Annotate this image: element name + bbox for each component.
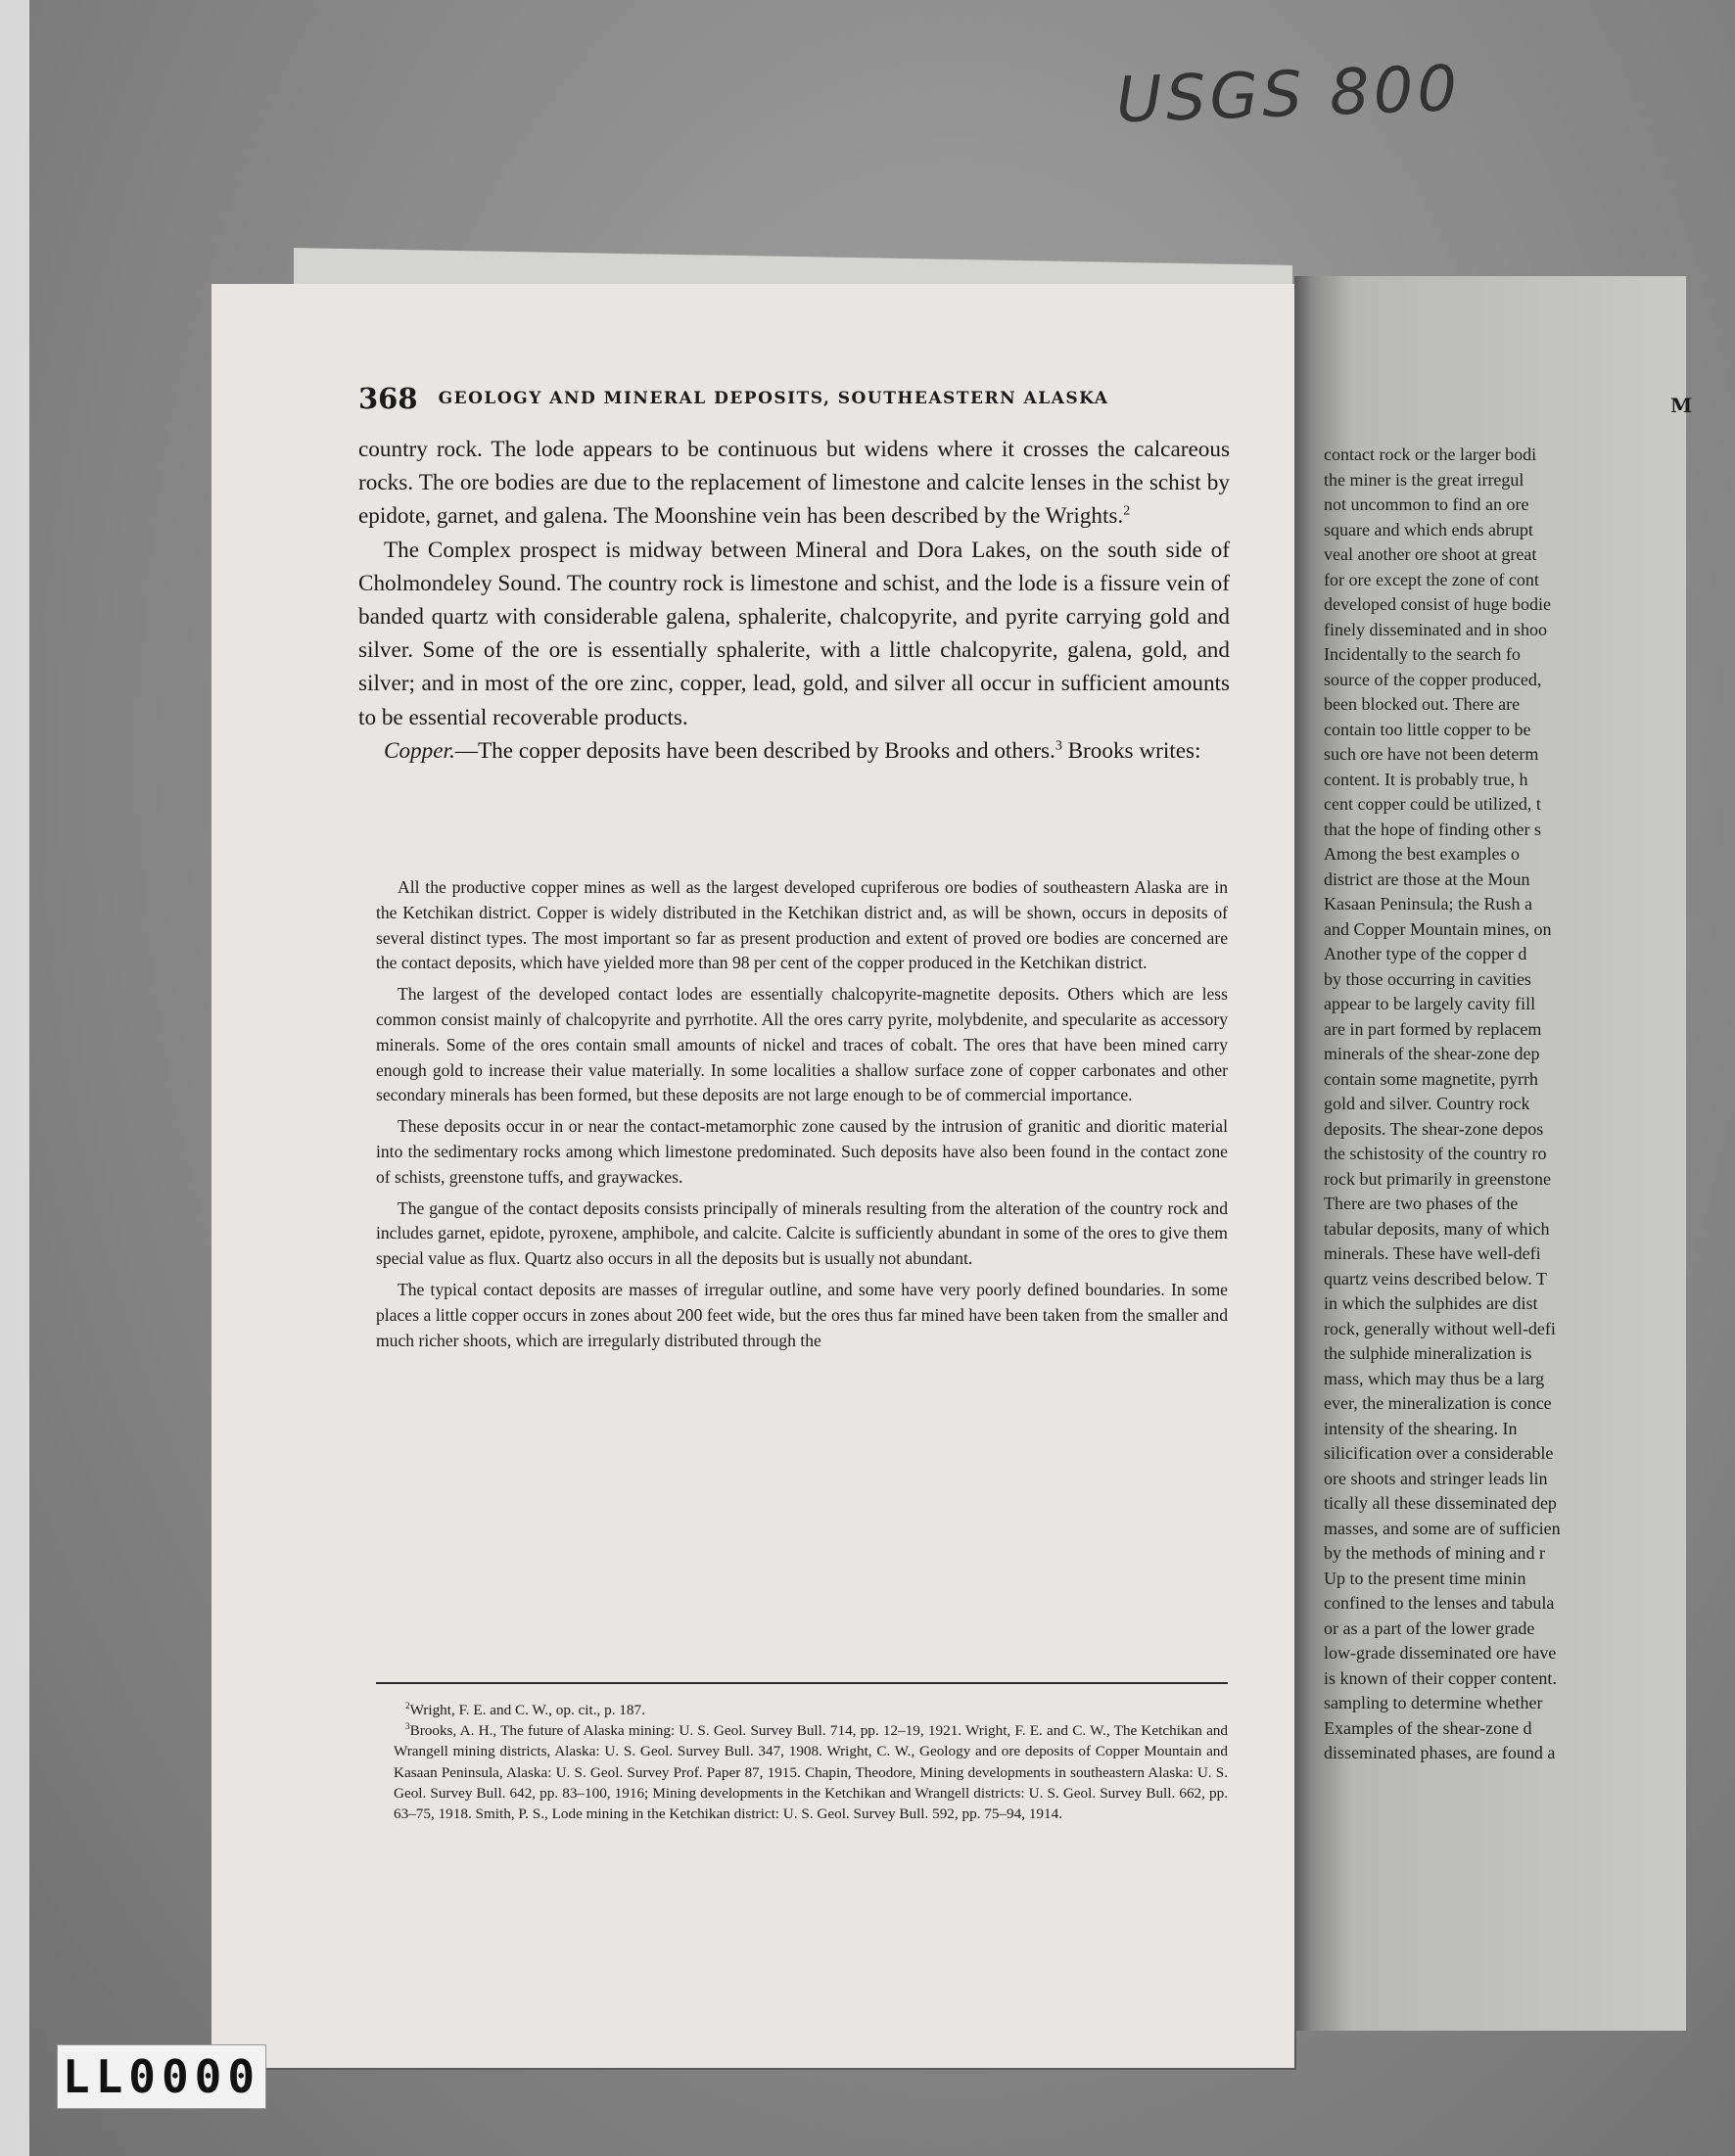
footnote [394, 1720, 1228, 1824]
footnote [394, 1700, 1228, 1720]
page-number: 368 [358, 382, 418, 415]
quote-paragraph: The largest of the developed contact lodes are essentially chalcopyrite-magnetite deposits. Others which are less common consist mainly of chalcopyrite and pyrrhotite. All the ores carry pyrite, molybdenite, and specularite as accessory minerals. Some of the ores contain small amounts of nickel and traces of cobalt. The ores that have been mined carry enough gold to increase their value materially. In some localities a shallow surface zone of copper carbonates and other secondary minerals has been formed, but these deposits are not large enough to be of commercial importance. [376, 984, 1228, 1105]
paragraph-3-tail: Brooks writes: [1061, 737, 1201, 764]
footnote-marker: 2 [405, 1700, 410, 1711]
footnote-ref-3: 3 [1055, 738, 1062, 754]
scan-margin [0, 0, 29, 2156]
right-page-line: not uncommon to find an ore [1324, 494, 1529, 514]
handwritten-note: USGS 800 [1114, 53, 1463, 138]
right-page-line: content. It is probably true, h [1324, 769, 1528, 789]
quote-paragraph: The typical contact deposits are masses of irregular outline, and some have very poorly defined boundaries. In some places a little copper occurs in zones about 200 feet wide, but the ores thus far mined have been taken from the smaller and much richer shoots, which are irregularly distributed through the [376, 1279, 1228, 1350]
right-page-line: Examples of the shear-zone d [1324, 1717, 1532, 1738]
right-page-line: by those occurring in cavities [1324, 968, 1531, 989]
body-text [358, 433, 1230, 768]
right-page-line: finely disseminated and in shoo [1324, 619, 1547, 639]
paragraph-3 [358, 734, 1230, 768]
right-page-line: rock but primarily in greenstone [1324, 1168, 1551, 1189]
right-page-line: by the methods of mining and r [1324, 1543, 1545, 1563]
quote-paragraph: The gangue of the contact deposits consists principally of minerals resulting from the alteration of the country rock and includes garnet, epidote, pyroxene, amphibole, and calcite. Calcite is sufficiently abundant in some of the ores to give them special value as flux. Quartz also occurs in all the deposits but is usually not abundant. [376, 1197, 1228, 1269]
right-page-line: tically all these disseminated dep [1324, 1493, 1557, 1513]
right-page-line: Incidentally to the search fo [1324, 644, 1521, 664]
footnote-text: Wright, F. E. and C. W., op. cit., p. 187. [409, 1702, 645, 1718]
paragraph-2: The Complex prospect is midway between Mineral and Dora Lakes, on the south side of Cholmondeley Sound. The country rock is limestone and schist, and the lode is a fissure vein of banded quartz with considerable galena, sphalerite, chalcopyrite, and pyrite carrying gold and silver. Some of the ore is essentially sphalerite, with a little chalcopyrite, galena, gold, and silver; and in most of the ore zinc, copper, lead, gold, and silver all occur in sufficient amounts to be essential recoverable products. [358, 537, 1230, 730]
right-page-line: ore shoots and stringer leads lin [1324, 1468, 1548, 1488]
running-title: GEOLOGY AND MINERAL DEPOSITS, SOUTHEASTERN ALASKA [438, 389, 1109, 408]
right-page-line: low-grade disseminated ore have [1324, 1643, 1557, 1663]
right-page-line: are in part formed by replacem [1324, 1018, 1542, 1039]
right-page-line: or as a part of the lower grade [1324, 1617, 1535, 1638]
paragraph-1-text: country rock. The lode appears to be continuous but widens where it crosses the calcareous rocks. The ore bodies are due to the replacement of limestone and calcite lenses in the schist by epidote, garnet, and galena. The Moonshine vein has been described by the Wrights. [358, 437, 1230, 530]
right-page-line: veal another ore shoot at great [1324, 544, 1537, 564]
right-page-line: tabular deposits, many of which [1324, 1218, 1550, 1239]
right-page-line: minerals. These have well-defi [1324, 1243, 1541, 1263]
paragraph-3-text: —The copper deposits have been described by Brooks and others. [454, 737, 1055, 764]
paragraph-1 [358, 433, 1230, 534]
right-page-line: Another type of the copper d [1324, 944, 1527, 963]
right-page-line: cent copper could be utilized, t [1324, 794, 1541, 814]
right-page-line: been blocked out. There are [1324, 694, 1521, 714]
right-page-line: the schistosity of the country ro [1324, 1144, 1547, 1163]
quote-paragraph: All the productive copper mines as well as the largest developed cupriferous ore bodies of southeastern Alaska are in the Ketchikan district. Copper is widely distributed in the Ketchikan district and, as will be shown, occurs in deposits of several distinct types. The most important so far as present production and extent of proved ore bodies are concerned are the contact deposits, which have yielded more than 98 per cent of the copper produced in the Ketchikan district. [376, 877, 1228, 973]
right-page-line: source of the copper produced, [1324, 669, 1542, 689]
right-page-line: developed consist of huge bodie [1324, 594, 1551, 614]
left-page [211, 284, 1294, 2068]
right-page-line: intensity of the shearing. In [1324, 1418, 1518, 1438]
footnote-text: Brooks, A. H., The future of Alaska mining: U. S. Geol. Survey Bull. 714, pp. 12–19, 1921. Wright, F. E. and C. W., The Ketchikan and Wrangell mining districts, Alaska: U. S. Geol. Survey Bull. 347, 1908. Wright, C. W., Geology and ore deposits of Copper Mountain and Kasaan Peninsula, Alaska: U. S. Geol. Survey Prof. Paper 87, 1915. Chapin, Theodore, Mining developments in southeastern Alaska: U. S. Geol. Survey Bull. 642, pp. 83–100, 1916; Mining developments in the Ketchikan and Wrangell districts: U. S. Geol. Survey Bull. 662, pp. 63–75, 1918. Smith, P. S., Lode mining in the Ketchikan district: U. S. Geol. Survey Bull. 592, pp. 75–94, 1914. [394, 1722, 1228, 1823]
right-page-line: Among the best examples o [1324, 844, 1520, 864]
right-page-line: contain too little copper to be [1324, 719, 1531, 739]
right-page-line: Kasaan Peninsula; the Rush a [1324, 894, 1532, 914]
footnotes [394, 1700, 1228, 1824]
right-page-text [1324, 443, 1735, 1766]
right-page-line: contain some magnetite, pyrrh [1324, 1068, 1538, 1089]
quote-paragraph: These deposits occur in or near the contact-metamorphic zone caused by the intrusion of granitic and dioritic material into the sedimentary rocks among which limestone predominated. Such deposits have also been found in the contact zone of schists, greenstone tuffs, and graywackes. [376, 1116, 1228, 1187]
archive-label: LL0000 [57, 2044, 266, 2109]
right-page-line: ever, the mineralization is conce [1324, 1393, 1552, 1413]
copper-heading: Copper. [384, 737, 455, 764]
right-page-line: quartz veins described below. T [1324, 1268, 1547, 1289]
right-page-line: There are two phases of the [1324, 1194, 1519, 1213]
right-page-line: such ore have not been determ [1324, 744, 1539, 764]
right-page-line: sampling to determine whether [1324, 1693, 1543, 1712]
right-page-line: and Copper Mountain mines, on [1324, 918, 1552, 939]
footnote-divider [376, 1682, 1228, 1684]
right-page-line: the miner is the great irregul [1324, 469, 1524, 490]
right-page-line: mass, which may thus be a larg [1324, 1368, 1545, 1388]
footnote-marker: 3 [405, 1721, 410, 1732]
right-page-line: that the hope of finding other s [1324, 819, 1541, 839]
right-page-line: deposits. The shear-zone depos [1324, 1118, 1544, 1139]
right-page-line: confined to the lenses and tabula [1324, 1593, 1555, 1613]
footnote-ref-2: 2 [1123, 503, 1131, 519]
right-page-line: contact rock or the larger bodi [1324, 445, 1537, 464]
page-header [358, 382, 1240, 417]
right-page-line: district are those at the Moun [1324, 868, 1530, 889]
right-page-line: is known of their copper content. [1324, 1667, 1557, 1688]
right-page-line: the sulphide mineralization is [1324, 1343, 1532, 1363]
right-page-line: for ore except the zone of cont [1324, 569, 1539, 589]
right-page-line: rock, generally without well-defi [1324, 1318, 1556, 1338]
right-page-line: square and which ends abrupt [1324, 519, 1533, 539]
right-page-line: masses, and some are of sufficien [1324, 1518, 1561, 1538]
right-page-line: in which the sulphides are dist [1324, 1293, 1538, 1313]
right-page [1294, 276, 1693, 2031]
right-page-line: disseminated phases, are found a [1324, 1743, 1556, 1762]
right-page-header-fragment: M [1670, 394, 1693, 417]
right-page-line: silicification over a considerable [1324, 1443, 1554, 1463]
right-page-line: gold and silver. Country rock [1324, 1094, 1530, 1113]
right-page-line: appear to be largely cavity fill [1324, 994, 1536, 1013]
block-quote [376, 875, 1228, 1359]
right-page-line: minerals of the shear-zone dep [1324, 1044, 1540, 1063]
right-page-line: Up to the present time minin [1324, 1568, 1526, 1588]
